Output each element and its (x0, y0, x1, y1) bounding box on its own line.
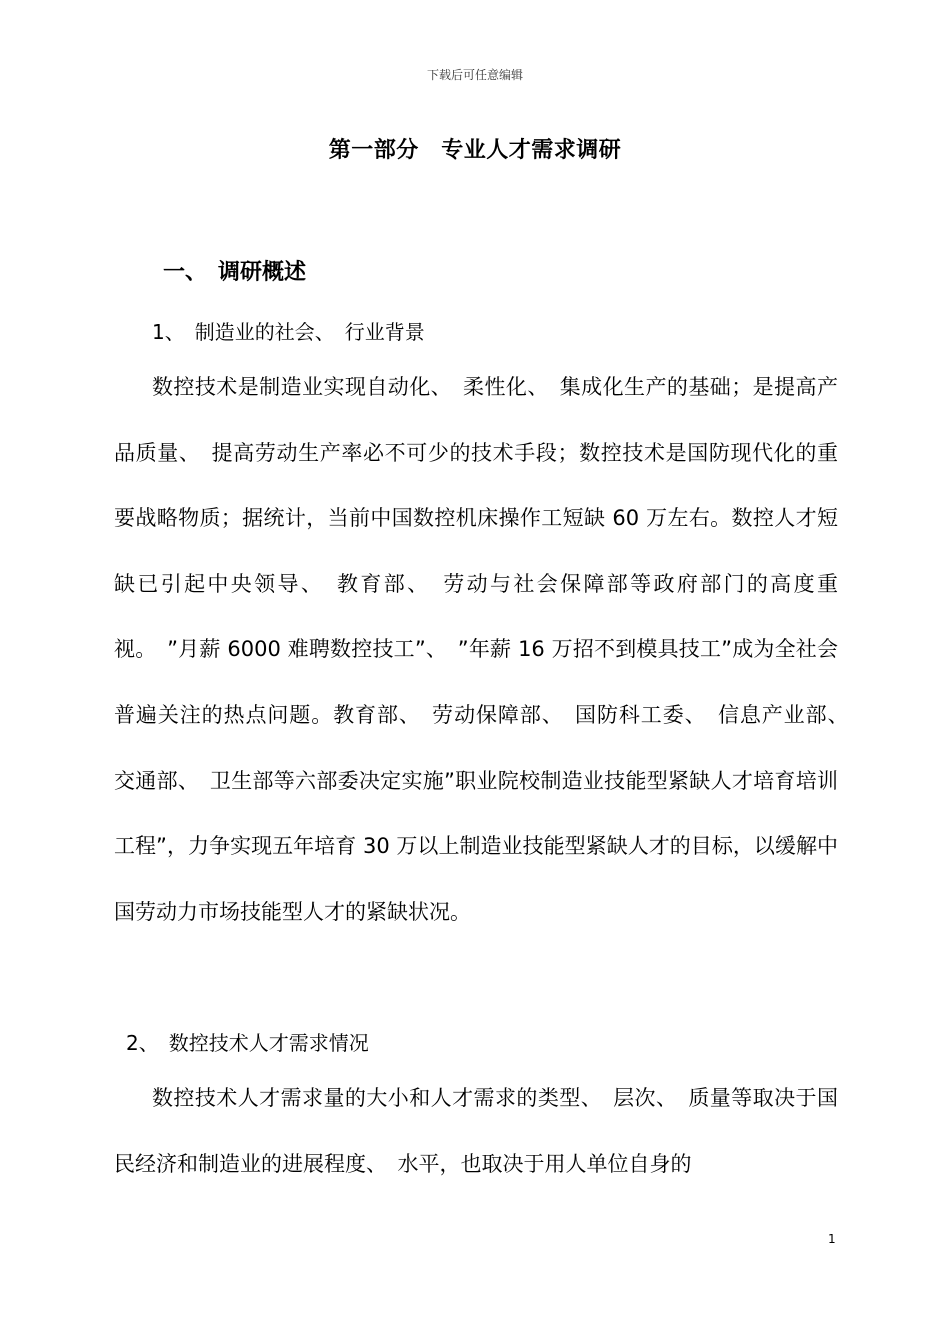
header-note: 下载后可任意编辑 (426, 68, 523, 82)
section-heading: 一、 调研概述 (163, 260, 307, 285)
page-number: 1 (828, 1232, 836, 1246)
subsection-heading-1: 1、 制造业的社会、 行业背景 (152, 320, 425, 344)
body-paragraph-1: 数控技术是制造业实现自动化、 柔性化、 集成化生产的基础；是提高产品质量、 提高劳动生产率必不可少的技术手段；数控技术是国防现代化的重要战略物质；据统计，当前中国数控机床操作工短缺 60 万左右。数控人才短缺已引起中央领导、 教育部、 劳动与社会保障部等政府部门的高度重视。 ”月薪 6000 难聘数控技工”、 ”年薪 16 万招不到模具技工”成为全社会普遍关注的热点问题。教育部、 劳动保障部、 国防科工委、 信息产业部、 交通部、 卫生部等六部委决定实施”职业院校制造业技能型紧缺人才培育培训工程”，力争实现五年培育 30 万以上制造业技能型紧缺人才的目标，以缓解中国劳动力市场技能型人才的紧缺状况。 (114, 375, 859, 924)
document-title: 第一部分 专业人才需求调研 (328, 138, 622, 163)
subsection-heading-2: 2、 数控技术人才需求情况 (126, 1031, 369, 1055)
body-paragraph-2: 数控技术人才需求量的大小和人才需求的类型、 层次、 质量等取决于国民经济和制造业的进展程度、 水平，也取决于用人单位自身的 (114, 1086, 838, 1176)
